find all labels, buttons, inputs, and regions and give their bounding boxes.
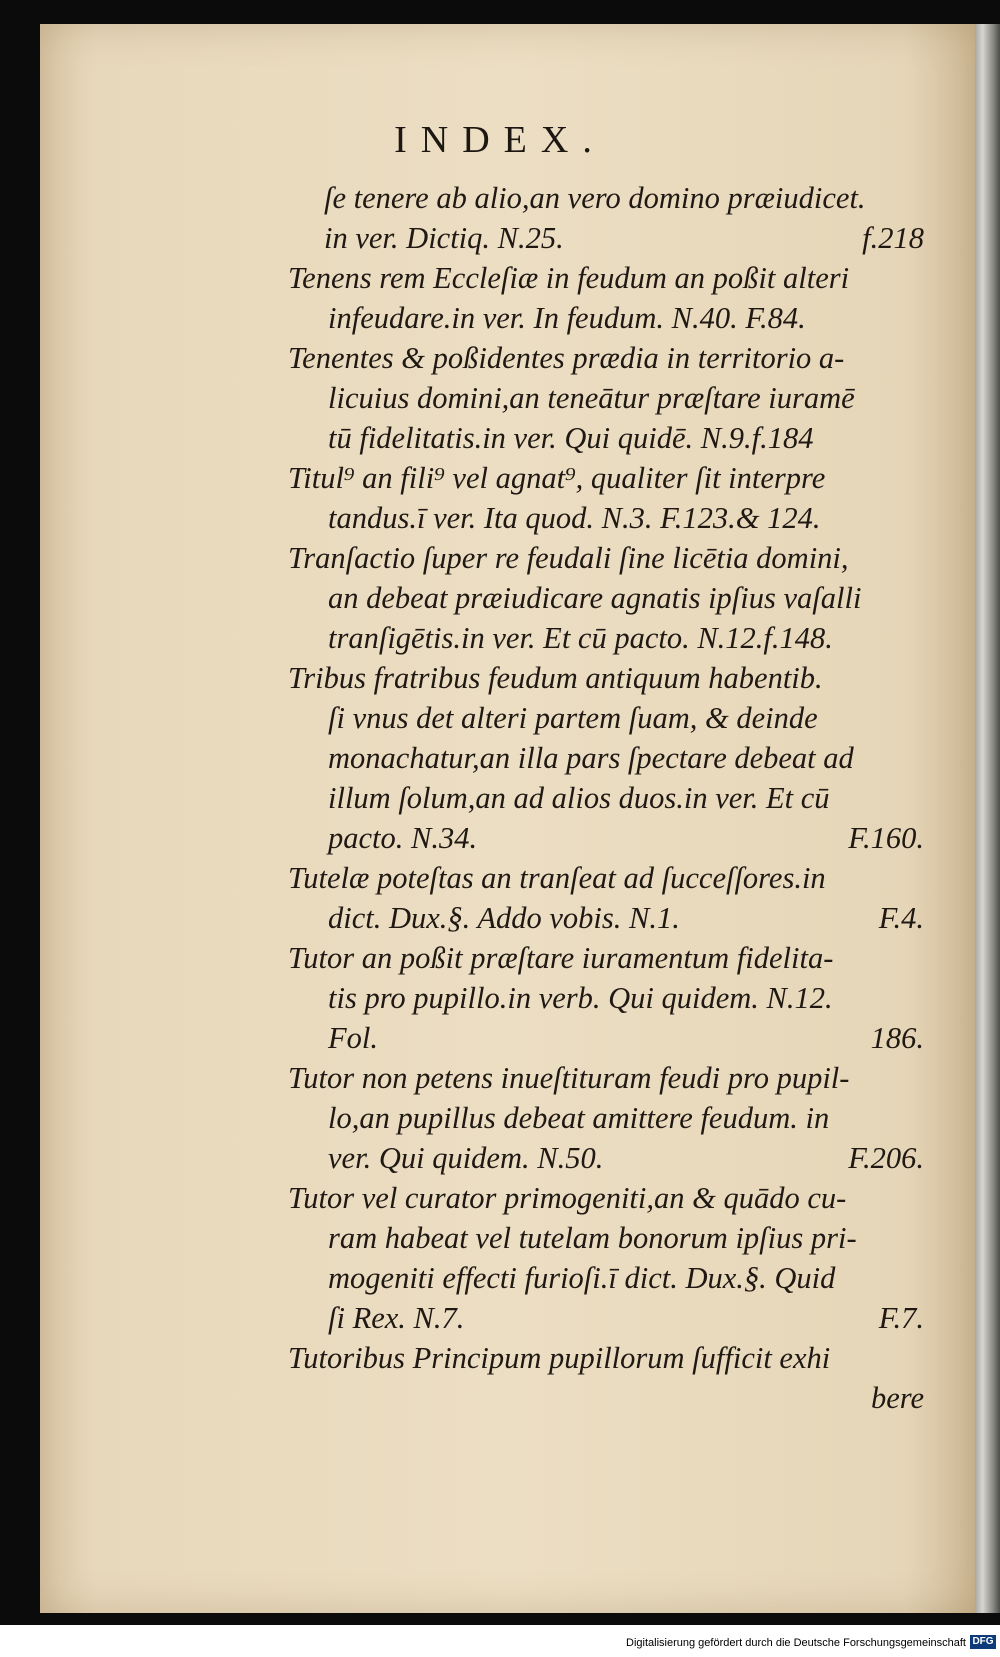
- entry-text: Tutor non petens inueſtituram feudi pro pupil-: [288, 1061, 850, 1095]
- entry-text: ſi Rex. N.7.: [328, 1301, 465, 1335]
- dfg-logo: DFG: [970, 1635, 996, 1649]
- index-entry-line: [288, 1018, 924, 1058]
- index-entry-line: [288, 778, 924, 818]
- index-entry-line: [288, 458, 924, 498]
- index-entry-line: [288, 938, 924, 978]
- index-entry-line: [288, 1058, 924, 1098]
- entry-text: monachatur,an illa pars ſpectare debeat ad: [328, 741, 854, 775]
- entry-text: Tutor an poßit præſtare iuramentum fidelita-: [288, 941, 834, 975]
- footer-bar: [0, 1625, 1000, 1657]
- entry-text: lo,an pupillus debeat amittere feudum. in: [328, 1101, 830, 1135]
- entry-text: tū fidelitatis.in ver. Qui quidē. N.9.f.184: [328, 421, 814, 455]
- index-entry-line: [288, 1138, 924, 1178]
- index-entry-line: [288, 498, 924, 538]
- entry-text: ſe tenere ab alio,an vero domino præiudicet.: [324, 181, 866, 215]
- index-entry-line: [288, 978, 924, 1018]
- folio-reference: F.7.: [878, 1301, 924, 1335]
- folio-reference: 186.: [870, 1021, 924, 1055]
- entry-text: licuius domini,an teneātur præſtare iuramē: [328, 381, 855, 415]
- index-entry-line: [288, 178, 924, 218]
- index-entry-line: [288, 578, 924, 618]
- entry-text: mogeniti effecti furioſi.ī dict. Dux.§. Quid: [328, 1261, 836, 1295]
- entry-text: ram habeat vel tutelam bonorum ipſius pri-: [328, 1221, 857, 1255]
- folio-reference: f.218: [862, 221, 924, 255]
- entry-text: in ver. Dictiq. N.25.: [324, 221, 564, 255]
- index-entry-line: [288, 258, 924, 298]
- index-entry-line: [288, 618, 924, 658]
- folio-reference: F.160.: [848, 821, 924, 855]
- folio-reference: bere: [870, 1381, 924, 1415]
- index-entry-line: [288, 338, 924, 378]
- entry-text: Tutelæ poteſtas an tranſeat ad ſucceſſores.in: [288, 861, 826, 895]
- entry-text: an debeat præiudicare agnatis ipſius vaſalli: [328, 581, 862, 615]
- index-entry-line: [288, 1338, 924, 1378]
- entry-text: ſi vnus det alteri partem ſuam, & deinde: [328, 701, 818, 735]
- index-entry-line: [288, 898, 924, 938]
- entry-text: tis pro pupillo.in verb. Qui quidem. N.12.: [328, 981, 833, 1015]
- page-edge: [975, 24, 1000, 1613]
- index-entry-line: [288, 1178, 924, 1218]
- entry-text: tandus.ī ver. Ita quod. N.3. F.123.& 124.: [328, 501, 821, 535]
- entry-text: dict. Dux.§. Addo vobis. N.1.: [328, 901, 680, 935]
- entry-text: illum ſolum,an ad alios duos.in ver. Et cū: [328, 781, 830, 815]
- entry-text: ver. Qui quidem. N.50.: [328, 1141, 604, 1175]
- entry-text: Tranſactio ſuper re feudali ſine licētia domini,: [288, 541, 849, 575]
- folio-reference: F.206.: [848, 1141, 924, 1175]
- entry-text: tranſigētis.in ver. Et cū pacto. N.12.f.148.: [328, 621, 833, 655]
- index-entry-line: [288, 738, 924, 778]
- entry-text: infeudare.in ver. In feudum. N.40. F.84.: [328, 301, 806, 335]
- index-entry-line: [288, 1258, 924, 1298]
- index-entry-line: [288, 378, 924, 418]
- entry-text: Tenens rem Eccleſiæ in feudum an poßit alteri: [288, 261, 850, 295]
- index-entry-line: [288, 818, 924, 858]
- page-header: INDEX.: [394, 119, 606, 161]
- index-entry-line: [288, 1098, 924, 1138]
- index-entry-line: [288, 1218, 924, 1258]
- footer-credit: Digitalisierung gefördert durch die Deutsche Forschungsgemeinschaft: [626, 1637, 966, 1649]
- entry-text: Tenentes & poßidentes prædia in territorio a-: [288, 341, 845, 375]
- entry-text: Fol.: [328, 1021, 378, 1055]
- index-entry-line: [288, 858, 924, 898]
- entry-text: Titul⁹ an fili⁹ vel agnat⁹, qualiter ſit interpre: [288, 461, 826, 495]
- index-entry-line: [288, 218, 924, 258]
- entry-text: pacto. N.34.: [328, 821, 478, 855]
- index-entry-line: [288, 658, 924, 698]
- index-entry-line: [288, 1378, 924, 1418]
- index-entry-line: [288, 1298, 924, 1338]
- entry-text: Tutor vel curator primogeniti,an & quādo cu-: [288, 1181, 847, 1215]
- folio-reference: F.4.: [878, 901, 924, 935]
- entry-text: Tribus fratribus feudum antiquum habentib.: [288, 661, 823, 695]
- index-entry-line: [288, 418, 924, 458]
- index-entry-line: [288, 298, 924, 338]
- index-entries: [288, 178, 924, 1418]
- index-entry-line: [288, 698, 924, 738]
- index-entry-line: [288, 538, 924, 578]
- entry-text: Tutoribus Principum pupillorum ſufficit exhi: [288, 1341, 831, 1375]
